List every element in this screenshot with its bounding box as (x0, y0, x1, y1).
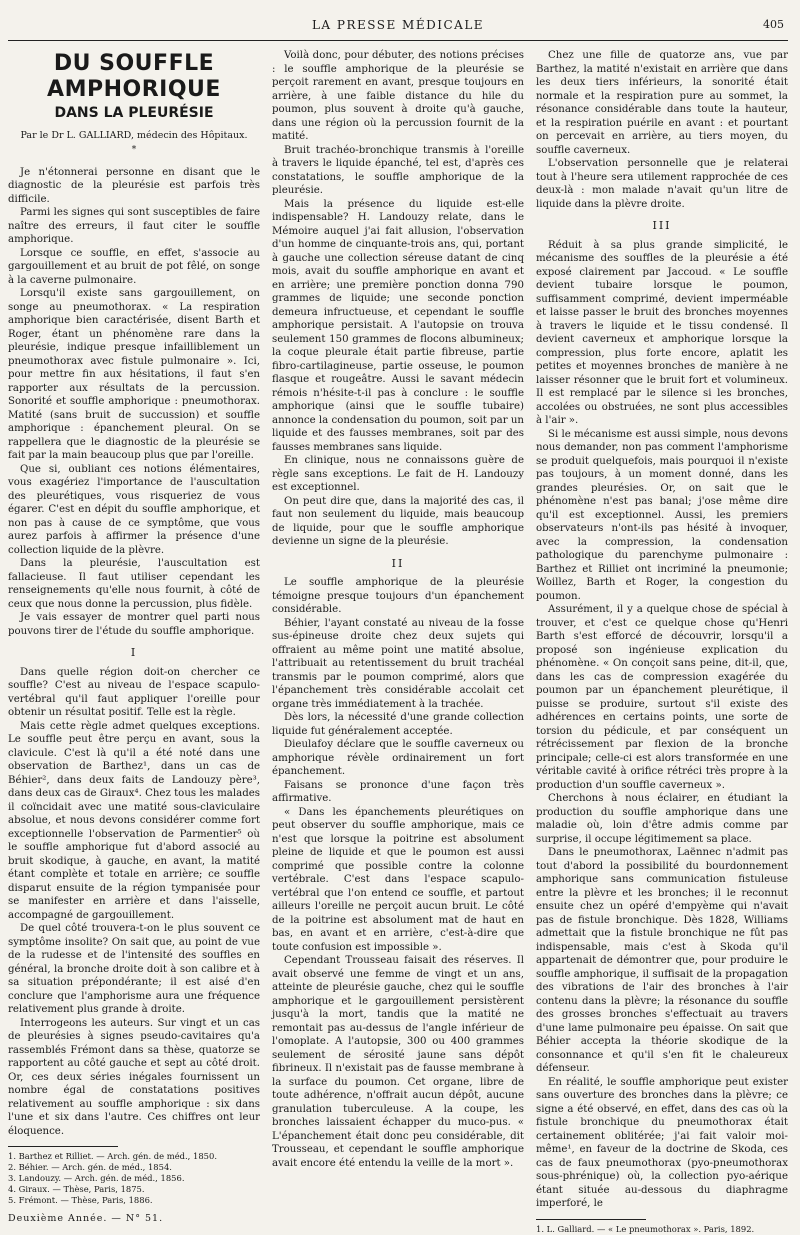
paragraph: Dès lors, la nécessité d'une grande collection liquide fut généralement acceptée. (272, 712, 524, 737)
paragraph: Si le mécanisme est aussi simple, nous devons nous demander, non pas comment l'amphorisme se produit quelquefois, mais pourquoi il n'existe pas toujours, à un moment donné, dans les grandes pleurésies. Or, on sait que le phénomène n'est pas banal; j'ose même dire qu'il est exceptionnel. Aussi, les premiers observateurs n'ont-ils pas hésité à invoquer, avec la compression, la condensation pathologique du parenchyme pulmonaire : Barthez et Rilliet ont incriminé la pneumonie; Woillez, Barth et Roger, la congestion du poumon. (536, 428, 789, 602)
paragraph: Réduit à sa plus grande simplicité, le mécanisme des souffles de la pleurésie a été exposé clairement par Jaccoud. « Le souffle devient tubaire lorsque le poumon, suffisamment comprimé, devient imperméable et laisse passer le bruit des bronches moyennes à travers le liquide et le tissu condensé. Il devient caverneux et amphorique lorsque la compression, plus forte encore, aplatit les petites et moyennes bronches de manière à ne laisser résonner que le bruit fort et volumineux. Il est remplacé par le silence si les bronches, accolées ou obstruées, ne sont plus accessibles à l'air ». (536, 239, 788, 426)
paragraph: Dieulafoy déclare que le souffle caverneux ou amphorique révèle ordinairement un fort épanchement. (272, 739, 524, 777)
footnote: 1. Barthez et Rilliet. — Arch. gén. de méd., 1850. (8, 1151, 217, 1161)
section-heading: I (130, 646, 138, 659)
paragraph: Dans le pneumothorax, Laënnec n'admit pas tout d'abord la possibilité du bourdonnement amphorique sans communication fistuleuse entre la plèvre et les bronches; il le reconnut ensuite chez un opéré d'empyème qui n'avait pas de fistule bronchique. Dès 1828, Williams admettait que la fistule bronchique ne fût pas indispensable, mais c'est à Skoda qu'il appartenait de démontrer que, pour produire le souffle amphorique, il suffisait de la propagation des vibrations de l'air des bronches à l'air contenu dans la plèvre; la résonance du souffle des grosses bronches s'effectuait au travers d'une lame pulmonaire peu épaisse. On sait que Béhier accepta la théorie skodique de la consonnance et qu'il s'en fit le chaleureux défenseur. (536, 847, 788, 1074)
paragraph: Dans quelle région doit-on chercher ce souffle? C'est au niveau de l'espace scapulo-vertébral qu'il faut appliquer l'oreille pour obtenir un résultat positif. Telle est la règle. (8, 666, 260, 718)
article-subtitle: DANS LA PLEURÉSIE (54, 105, 214, 121)
footnote-rule (8, 1146, 118, 1147)
section-heading: III (652, 219, 672, 232)
footnote-rule (536, 1219, 646, 1220)
paragraph: En réalité, le souffle amphorique peut exister sans ouverture des bronches dans la plèvre; ce signe a été observé, en effet, dans des cas où la fistule bronchique du pneumothorax était certainement oblitérée; j'ai fait valoir moi-même¹, en faveur de la doctrine de Skoda, ces cas de faux pneumothorax (pyo-pneumothorax sous-phrénique) où, la collection pyo-aérique étant située au-dessous du diaphragme imperforé, le (536, 1076, 788, 1209)
paragraph: Assurément, il y a quelque chose de spécial à trouver, et c'est ce quelque chose qu'Henri Barth s'est efforcé de découvrir, lorsqu'il a proposé son ingénieuse explication du phénomène. « On conçoit sans peine, dit-il, que, dans les cas de compression exagérée du poumon par un épanchement pleurétique, il puisse se produire, surtout s'il existe des adhérences en certains points, une sorte de torsion du pédicule, et par conséquent un rétrécissement par flexion de la bronche principale; celle-ci est alors transformée en une véritable cavité à orifice rétréci très propre à la production d'un souffle caverneux ». (536, 604, 788, 791)
paragraph: En clinique, nous ne connaissons guère de règle sans exceptions. Le fait de H. Landouzy est exceptionnel. (272, 455, 524, 493)
paragraph: Interrogeons les auteurs. Sur vingt et un cas de pleurésies à signes pseudo-cavitaires qu'a rassemblés Frémont dans sa thèse, quatorze se rapportent au côté gauche et sept au côté droit. Or, ces deux séries inégales fournissent un nombre égal de constatations positives relativement au souffle amphorique : six dans l'une et six dans l'autre. Ces chiffres ont leur éloquence. (8, 1017, 260, 1137)
paragraph: On peut dire que, dans la majorité des cas, il faut non seulement du liquide, mais beaucoup de liquide, pour que le souffle amphorique devienne un signe de la pleurésie. (272, 495, 524, 547)
page-header (8, 14, 788, 36)
section-heading: II (391, 556, 405, 570)
paragraph: Cependant Trousseau faisait des réserves. Il avait observé une femme de vingt et un ans, atteinte de pleurésie gauche, chez qui le souffle amphorique et le gargouillement persistèrent jusqu'à la mort, tandis que la matité ne remontait pas au-dessus de l'angle inférieur de l'omoplate. A l'autopsie, 300 ou 400 grammes seulement de sérosité jaune sans dépôt fibrineux. Il n'existait pas de fausse membrane à la surface du poumon. Cet organe, libre de toute adhérence, n'offrait aucun dépôt, aucune granulation tuberculeuse. A la coupe, les bronches laissaient échapper du muco-pus. « L'épanchement était donc peu considérable, dit Trousseau, et cependant le souffle amphorique avait encore été entendu la veille de la mort ». (272, 955, 524, 1169)
paragraph: Bruit trachéo-bronchique transmis à l'oreille à travers le liquide épanché, tel est, d'après ces constatations, le souffle amphorique de la pleurésie. (272, 144, 524, 196)
paragraph: Béhier, l'ayant constaté au niveau de la fosse sus-épineuse droite chez deux sujets qui offraient au même point une matité absolue, l'attribuait au retentissement du bruit trachéal transmis par le poumon comprimé, alors que l'épanchement très considérable accolait cet organe très immédiatement à la trachée. (272, 617, 524, 710)
footnote: 1. L. Galliard. — « Le pneumothorax ». Paris, 1892. (536, 1223, 755, 1234)
paragraph: De quel côté trouvera-t-on le plus souvent ce symptôme insolite? On sait que, au point de vue de la rudesse et de l'intensité des souffles en général, la bronche droite doit à son calibre et à sa situation prépondérante; il est aisé d'en conclure que l'amphorisme aura une fréquence relativement plus grande à droite. (8, 923, 260, 1015)
paragraph: Dans la pleurésie, l'auscultation est fallacieuse. Il faut utiliser cependant les renseignements qu'elle nous fournit, à côté de ceux que nous donne la percussion, plus fidèle. (8, 558, 260, 610)
footnote: 4. Giraux. — Thèse, Paris, 1875. (8, 1184, 145, 1194)
byline: Par le Dr L. GALLIARD, médecin des Hôpitaux. (20, 129, 248, 141)
paragraph: Je n'étonnerai personne en disant que le diagnostic de la pleurésie est parfois très difficile. (8, 166, 260, 205)
paragraph: Lorsque ce souffle, en effet, s'associe au gargouillement et au bruit de pot fêlé, on songe à la caverne pulmonaire. (8, 247, 260, 286)
footnote: 2. Béhier. — Arch. gén. de méd., 1854. (8, 1162, 172, 1172)
column-3 (536, 49, 789, 1234)
footnote: 3. Landouzy. — Arch. gén. de méd., 1856. (8, 1173, 185, 1183)
paragraph: Parmi les signes qui sont susceptibles de faire naître des erreurs, il faut citer le souffle amphorique. (8, 207, 260, 245)
article-title: DU SOUFFLE AMPHORIQUE (47, 51, 221, 102)
column-2 (272, 49, 524, 1169)
footnote: 5. Frémont. — Thèse, Paris, 1886. (8, 1195, 153, 1205)
ornament: * (131, 145, 137, 155)
paragraph: Cherchons à nous éclairer, en étudiant la production du souffle amphorique dans une maladie où, loin d'être admis comme par surprise, il occupe légitimement sa place. (536, 793, 788, 845)
paragraph: Mais la présence du liquide est-elle indispensable? H. Landouzy relate, dans le Mémoire auquel j'ai fait allusion, l'observation d'un homme de cinquante-trois ans, qui, portant à gauche une collection séreuse datant de cinq mois, avait du souffle amphorique en avant et en arrière; une première ponction donna 790 grammes de liquide; une seconde ponction demeura infructueuse, et cependant le souffle amphorique persistait. A l'autopsie on trouva seulement 150 grammes de flocons albumineux; la coque pleurale était partie fibreuse, partie fibro-cartilagineuse, partie osseuse, le poumon flasque et rougeâtre. Aussi le savant médecin rémois n'hésite-t-il pas à conclure : le souffle amphorique (ainsi que le souffle tubaire) annonce la condensation du poumon, soit par un liquide et des fausses membranes, soit par des fausses membranes sans liquide. (272, 198, 524, 453)
paragraph: Le souffle amphorique de la pleurésie témoigne presque toujours d'un épanchement considérable. (272, 577, 524, 615)
paragraph: Mais cette règle admet quelques exceptions. Le souffle peut être perçu en avant, sous la clavicule. C'est là qu'il a été noté dans une observation de Barthez¹, dans un cas de Béhier², dans deux faits de Landouzy père³, dans deux cas de Giraux⁴. Chez tous les malades il coïncidait avec une matité sous-claviculaire absolue, et nous devons considérer comme fort exceptionnelle l'observation de Parmentier⁵ où le souffle amphorique fut d'abord associé au bruit skodique, à gauche, en avant, la matité étant complète et totale en arrière; ce souffle disparut ensuite de la région tympanisée pour se manifester en arrière et dans l'aisselle, accompagné de gargouillement. (8, 720, 260, 921)
paragraph: « Dans les épanchements pleurétiques on peut observer du souffle amphorique, mais ce n'est que lorsque la poitrine est absolument pleine de liquide et que le poumon est aussi comprimé que possible contre la colonne vertébrale. C'est dans l'espace scapulo-vertébral que l'on entend ce souffle, et partout ailleurs l'oreille ne perçoit aucun bruit. Le côté de la poitrine est absolument mat de haut en bas, en avant et en arrière, c'est-à-dire que toute confusion est impossible ». (272, 806, 524, 953)
journal-title: LA PRESSE MÉDICALE (311, 18, 485, 32)
paragraph: L'observation personnelle que je relaterai tout à l'heure sera utilement rapprochée de ces deux-là : mon malade n'avait qu'un litre de liquide dans la plèvre droite. (536, 158, 788, 210)
paragraph: Chez une fille de quatorze ans, vue par Barthez, la matité n'existait en arrière que dans les deux tiers inférieurs, la sonorité était normale et la respiration pure au sommet, la résonance considérable dans toute la hauteur, et la respiration puérile en avant : et pourtant on percevait en arrière, au tiers moyen, du souffle caverneux. (536, 50, 788, 156)
paragraph: Que si, oubliant ces notions élémentaires, vous exagériez l'importance de l'auscultation des pleurétiques, vous risqueriez de vous égarer. C'est en dépit du souffle amphorique, et non pas à cause de ce symptôme, que vous aurez parfois à affirmer la présence d'une collection liquide de la plèvre. (8, 463, 260, 556)
column-1 (8, 49, 260, 1224)
columns (8, 49, 789, 1234)
paragraph: Voilà donc, pour débuter, des notions précises : le souffle amphorique de la pleurésie se perçoit rarement en avant, presque toujours en arrière, à une faible distance du hile du poumon, plus souvent à droite qu'à gauche, dans une région où la percussion fournit de la matité. (272, 50, 524, 142)
paragraph: Faisans se prononce d'une façon très affirmative. (272, 779, 524, 804)
page-number: 405 (763, 18, 784, 31)
paragraph: Lorsqu'il existe sans gargouillement, on songe au pneumothorax. « La respiration amphorique bien caractérisée, disent Barth et Roger, étant un phénomène rare dans la pleurésie, indique presque infailliblement un pneumothorax avec fistule pulmonaire ». Ici, pour mettre fin aux hésitations, il faut s'en rapporter aux résultats de la percussion. Sonorité et souffle amphorique : pneumothorax. Matité (sans bruit de succussion) et souffle amphorique : épanchement pleural. On se rappellera que le diagnostic de la pleurésie se fait par la main beaucoup plus que par l'oreille. (8, 288, 260, 461)
header-rule (8, 40, 788, 41)
issue-label: Deuxième Année. — N° 51. (8, 1213, 164, 1224)
paragraph: Je vais essayer de montrer quel parti nous pouvons tirer de l'étude du souffle amphorique. (8, 612, 260, 637)
